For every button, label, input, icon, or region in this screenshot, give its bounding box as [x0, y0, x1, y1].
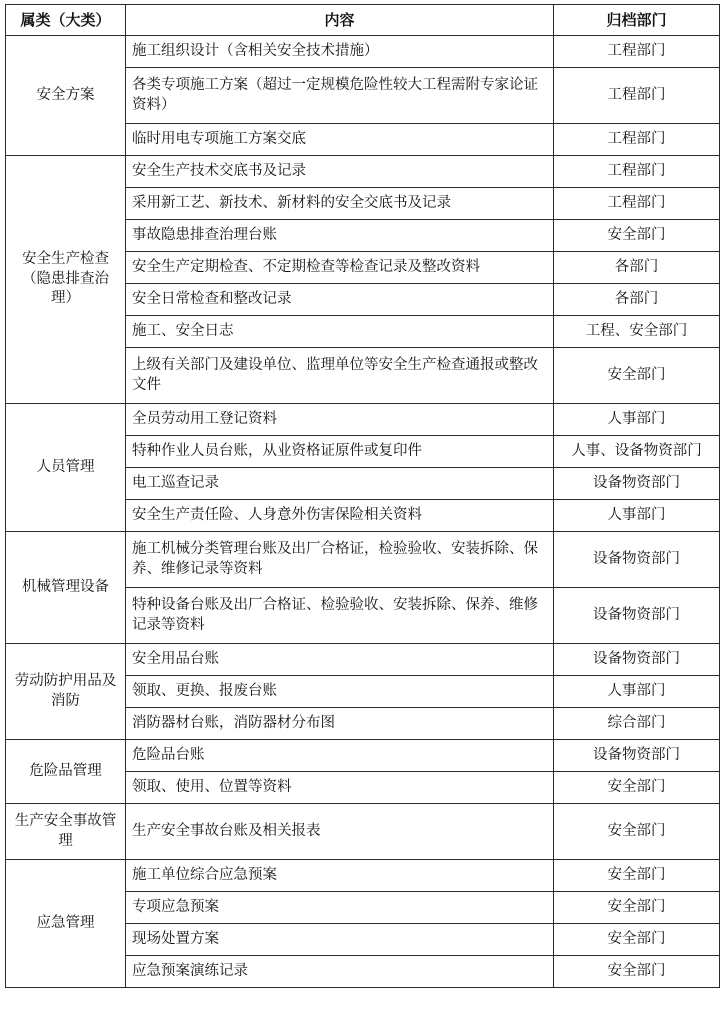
content-cell: 上级有关部门及建设单位、监理单位等安全生产检查通报或整改文件: [126, 348, 554, 404]
header-department: 归档部门: [554, 5, 720, 36]
table-row: [6, 804, 720, 860]
content-cell: 生产安全事故台账及相关报表: [126, 804, 554, 860]
content-cell: 电工巡查记录: [126, 468, 554, 500]
content-cell: 事故隐患排查治理台账: [126, 220, 554, 252]
department-cell: 安全部门: [554, 860, 720, 892]
department-cell: 安全部门: [554, 220, 720, 252]
department-cell: 安全部门: [554, 772, 720, 804]
category-cell: 危险品管理: [6, 740, 126, 804]
department-cell: 安全部门: [554, 956, 720, 988]
content-cell: 全员劳动用工登记资料: [126, 404, 554, 436]
table-row: [6, 36, 720, 68]
header-content: 内容: [126, 5, 554, 36]
department-cell: 安全部门: [554, 924, 720, 956]
department-cell: 各部门: [554, 252, 720, 284]
department-cell: 人事部门: [554, 500, 720, 532]
department-cell: 设备物资部门: [554, 468, 720, 500]
department-cell: 设备物资部门: [554, 588, 720, 644]
content-cell: 特种设备台账及出厂合格证、检验验收、安装拆除、保养、维修记录等资料: [126, 588, 554, 644]
category-cell: 安全方案: [6, 36, 126, 156]
department-cell: 工程部门: [554, 124, 720, 156]
content-cell: 施工单位综合应急预案: [126, 860, 554, 892]
department-cell: 综合部门: [554, 708, 720, 740]
department-cell: 工程部门: [554, 68, 720, 124]
table-row: [6, 532, 720, 588]
content-cell: 安全生产责任险、人身意外伤害保险相关资料: [126, 500, 554, 532]
department-cell: 设备物资部门: [554, 740, 720, 772]
department-cell: 人事部门: [554, 676, 720, 708]
table-row: [6, 404, 720, 436]
content-cell: 施工组织设计（含相关安全技术措施）: [126, 36, 554, 68]
department-cell: 工程部门: [554, 36, 720, 68]
table-row: [6, 740, 720, 772]
content-cell: 危险品台账: [126, 740, 554, 772]
category-cell: 机械管理设备: [6, 532, 126, 644]
header-row: [6, 5, 720, 36]
department-cell: 工程部门: [554, 188, 720, 220]
content-cell: 各类专项施工方案（超过一定规模危险性较大工程需附专家论证资料）: [126, 68, 554, 124]
content-cell: 消防器材台账，消防器材分布图: [126, 708, 554, 740]
department-cell: 设备物资部门: [554, 644, 720, 676]
content-cell: 采用新工艺、新技术、新材料的安全交底书及记录: [126, 188, 554, 220]
content-cell: 安全生产技术交底书及记录: [126, 156, 554, 188]
archive-table: [5, 4, 720, 988]
content-cell: 施工机械分类管理台账及出厂合格证，检验验收、安装拆除、保养、维修记录等资料: [126, 532, 554, 588]
content-cell: 领取、更换、报废台账: [126, 676, 554, 708]
table-row: [6, 156, 720, 188]
category-cell: 应急管理: [6, 860, 126, 988]
category-cell: 生产安全事故管理: [6, 804, 126, 860]
department-cell: 人事部门: [554, 404, 720, 436]
table-row: [6, 644, 720, 676]
table-row: [6, 860, 720, 892]
header-category: 属类（大类）: [6, 5, 126, 36]
department-cell: 各部门: [554, 284, 720, 316]
category-cell: 人员管理: [6, 404, 126, 532]
content-cell: 领取、使用、位置等资料: [126, 772, 554, 804]
department-cell: 工程、安全部门: [554, 316, 720, 348]
department-cell: 设备物资部门: [554, 532, 720, 588]
category-cell: 安全生产检查（隐患排查治理）: [6, 156, 126, 404]
content-cell: 应急预案演练记录: [126, 956, 554, 988]
department-cell: 人事、设备物资部门: [554, 436, 720, 468]
content-cell: 安全用品台账: [126, 644, 554, 676]
category-cell: 劳动防护用品及消防: [6, 644, 126, 740]
content-cell: 安全日常检查和整改记录: [126, 284, 554, 316]
department-cell: 安全部门: [554, 804, 720, 860]
content-cell: 安全生产定期检查、不定期检查等检查记录及整改资料: [126, 252, 554, 284]
content-cell: 专项应急预案: [126, 892, 554, 924]
content-cell: 现场处置方案: [126, 924, 554, 956]
department-cell: 工程部门: [554, 156, 720, 188]
content-cell: 特种作业人员台账，从业资格证原件或复印件: [126, 436, 554, 468]
department-cell: 安全部门: [554, 892, 720, 924]
department-cell: 安全部门: [554, 348, 720, 404]
content-cell: 施工、安全日志: [126, 316, 554, 348]
table-body: [6, 36, 720, 988]
content-cell: 临时用电专项施工方案交底: [126, 124, 554, 156]
